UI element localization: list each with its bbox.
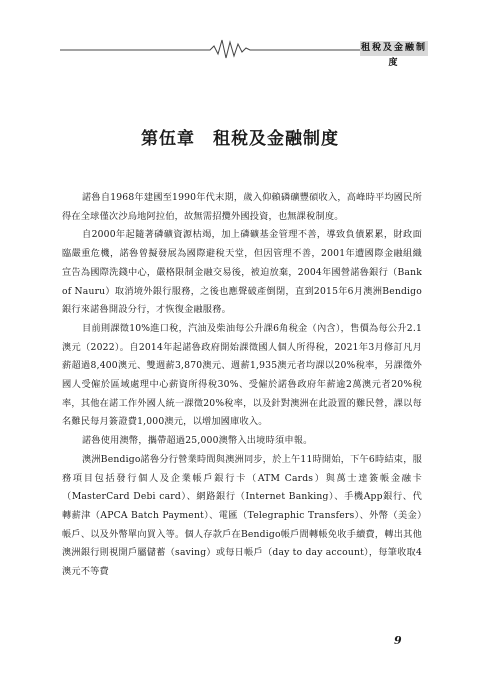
paragraph: 目前則課徵10%進口稅，汽油及柴油每公升課6角稅金（內含），售價為每公升2.1澳元（2022）。自2014年起諾魯政府開始課徵國人個人所得稅，2021年3月修訂凡月薪超過8,400澳元、雙週薪3,870澳元、週薪1,935澳元者均課以20%稅率，另課徵外國人受僱於區域處理中心薪資所得稅30%、受僱於諾魯政府年薪逾2萬澳元者20%稅率，其他在諾工作外國人統一課徵20%稅率，以及針對澳洲在此設置的難民營，課以每名難民每月簽證費1,000澳元，以增加國庫收入。 [62, 322, 422, 428]
body-text [62, 189, 422, 582]
paragraph: 諾魯使用澳幣，攜帶超過25,000澳幣入出境時須申報。 [82, 435, 313, 447]
heartbeat-line-icon [60, 36, 360, 60]
paragraph: 自2000年起隨著磷礦資源枯竭，加上磷礦基金管理不善，導致負債累累，財政面臨嚴重危機，諾魯曾擬發展為國際避稅天堂，但因管理不善，2001年遭國際金融組織宣告為國際洗錢中心，嚴格限制金融交易後，被迫放棄，2004年國營諾魯銀行（Bank of Nauru）取消境外銀行服務，之後也應聲破產倒閉，直到2015年6月澳洲Bendigo銀行來諾魯開設分行，才恢復金融服務。 [62, 229, 422, 316]
running-header [60, 36, 427, 68]
chapter-title: 第伍章 租稅及金融制度 [141, 129, 339, 149]
running-title: 租稅及金融制度 [360, 43, 427, 68]
paragraph: 澳洲Bendigo諾魯分行營業時間與澳洲同步，於上午11時開始，下午6時結束，服務項目包括發行個人及企業帳戶銀行卡（ATM Cards）與萬士達簽帳金融卡（MasterCard Debi card）、網路銀行（Internet Banking）、手機App銀行、代轉薪津（APCA Batch Payment）、電匯（Telegraphic Transfers）、外幣（美金）帳戶、以及外幣單向買入等。個人存款戶在Bendigo帳戶間轉帳免收手續費，轉出其他澳洲銀行則視開戶屬儲蓄（saving）或每日帳戶（day to day account），每筆收取4澳元不等費 [62, 453, 422, 578]
page-number: 9 [394, 634, 402, 647]
paragraph: 諾魯自1968年建國至1990年代末期，歲入仰賴磷礦豐碩收入，高峰時平均國民所得在全球僅次沙烏地阿拉伯，故無需招攬外國投資，也無課稅制度。 [62, 192, 422, 222]
